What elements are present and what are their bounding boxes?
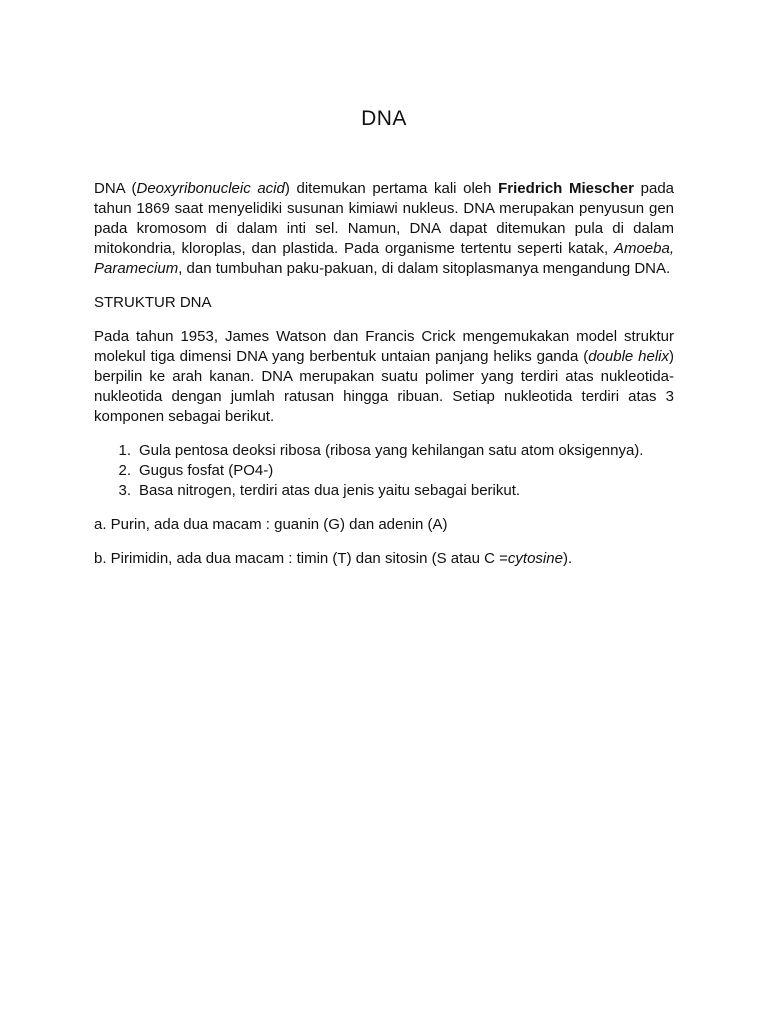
list-item-text: Gugus fosfat (PO4-) (139, 462, 274, 479)
list-item-number: 2. (118, 462, 131, 479)
components-list (94, 441, 674, 501)
intro-text: DNA ( (94, 180, 137, 197)
pirimidin-line (94, 549, 674, 569)
pirimidin-text: b. Pirimidin, ada dua macam : timin (T) dan sitosin (S atau C = (94, 550, 508, 567)
list-item-text: Basa nitrogen, terdiri atas dua jenis yaitu sebagai berikut. (139, 482, 521, 499)
intro-text: ) ditemukan pertama kali oleh (284, 180, 499, 197)
list-item (94, 481, 674, 501)
structure-term-italic: double helix (588, 348, 669, 365)
intro-name-bold: Friedrich Miescher (498, 180, 634, 197)
section-heading: STRUKTUR DNA (94, 294, 212, 311)
intro-text: , dan tumbuhan paku-pakuan, di dalam sitoplasmanya mengandung DNA. (178, 260, 671, 277)
structure-paragraph (94, 327, 674, 427)
list-item-text: Gula pentosa deoksi ribosa (ribosa yang kehilangan satu atom oksigennya). (139, 442, 644, 459)
page-title: DNA (361, 107, 407, 130)
structure-text: ) berpilin ke arah kanan. DNA merupakan suatu polimer yang terdiri atas nukleotida-nukleotida dengan jumlah ratusan hingga ribuan. Setiap nukleotida terdiri atas 3 komponen sebagai berikut. (94, 348, 674, 425)
structure-text: Pada tahun 1953, James Watson dan Francis Crick mengemukakan model struktur molekul tiga dimensi DNA yang berbentuk untaian panjang heliks ganda ( (94, 328, 674, 365)
intro-organisms-italic: Amoeba, Paramecium (94, 240, 674, 277)
list-item (94, 441, 674, 461)
intro-term-italic: Deoxyribonucleic acid (136, 180, 285, 197)
purin-line: a. Purin, ada dua macam : guanin (G) dan adenin (A) (94, 516, 448, 533)
list-item (94, 461, 674, 481)
pirimidin-text: ). (562, 550, 573, 567)
intro-text: pada tahun 1869 saat menyelidiki susunan kimiawi nukleus. DNA merupakan penyusun gen pada kromosom di dalam inti sel. Namun, DNA dapat ditemukan pula di dalam mitokondria, kloroplas, dan plastida. Pada organisme tertentu seperti katak, (94, 180, 675, 257)
list-item-number: 3. (118, 482, 131, 499)
list-item-number: 1. (118, 442, 131, 459)
pirimidin-term-italic: cytosine (507, 550, 563, 567)
intro-paragraph (94, 179, 674, 279)
